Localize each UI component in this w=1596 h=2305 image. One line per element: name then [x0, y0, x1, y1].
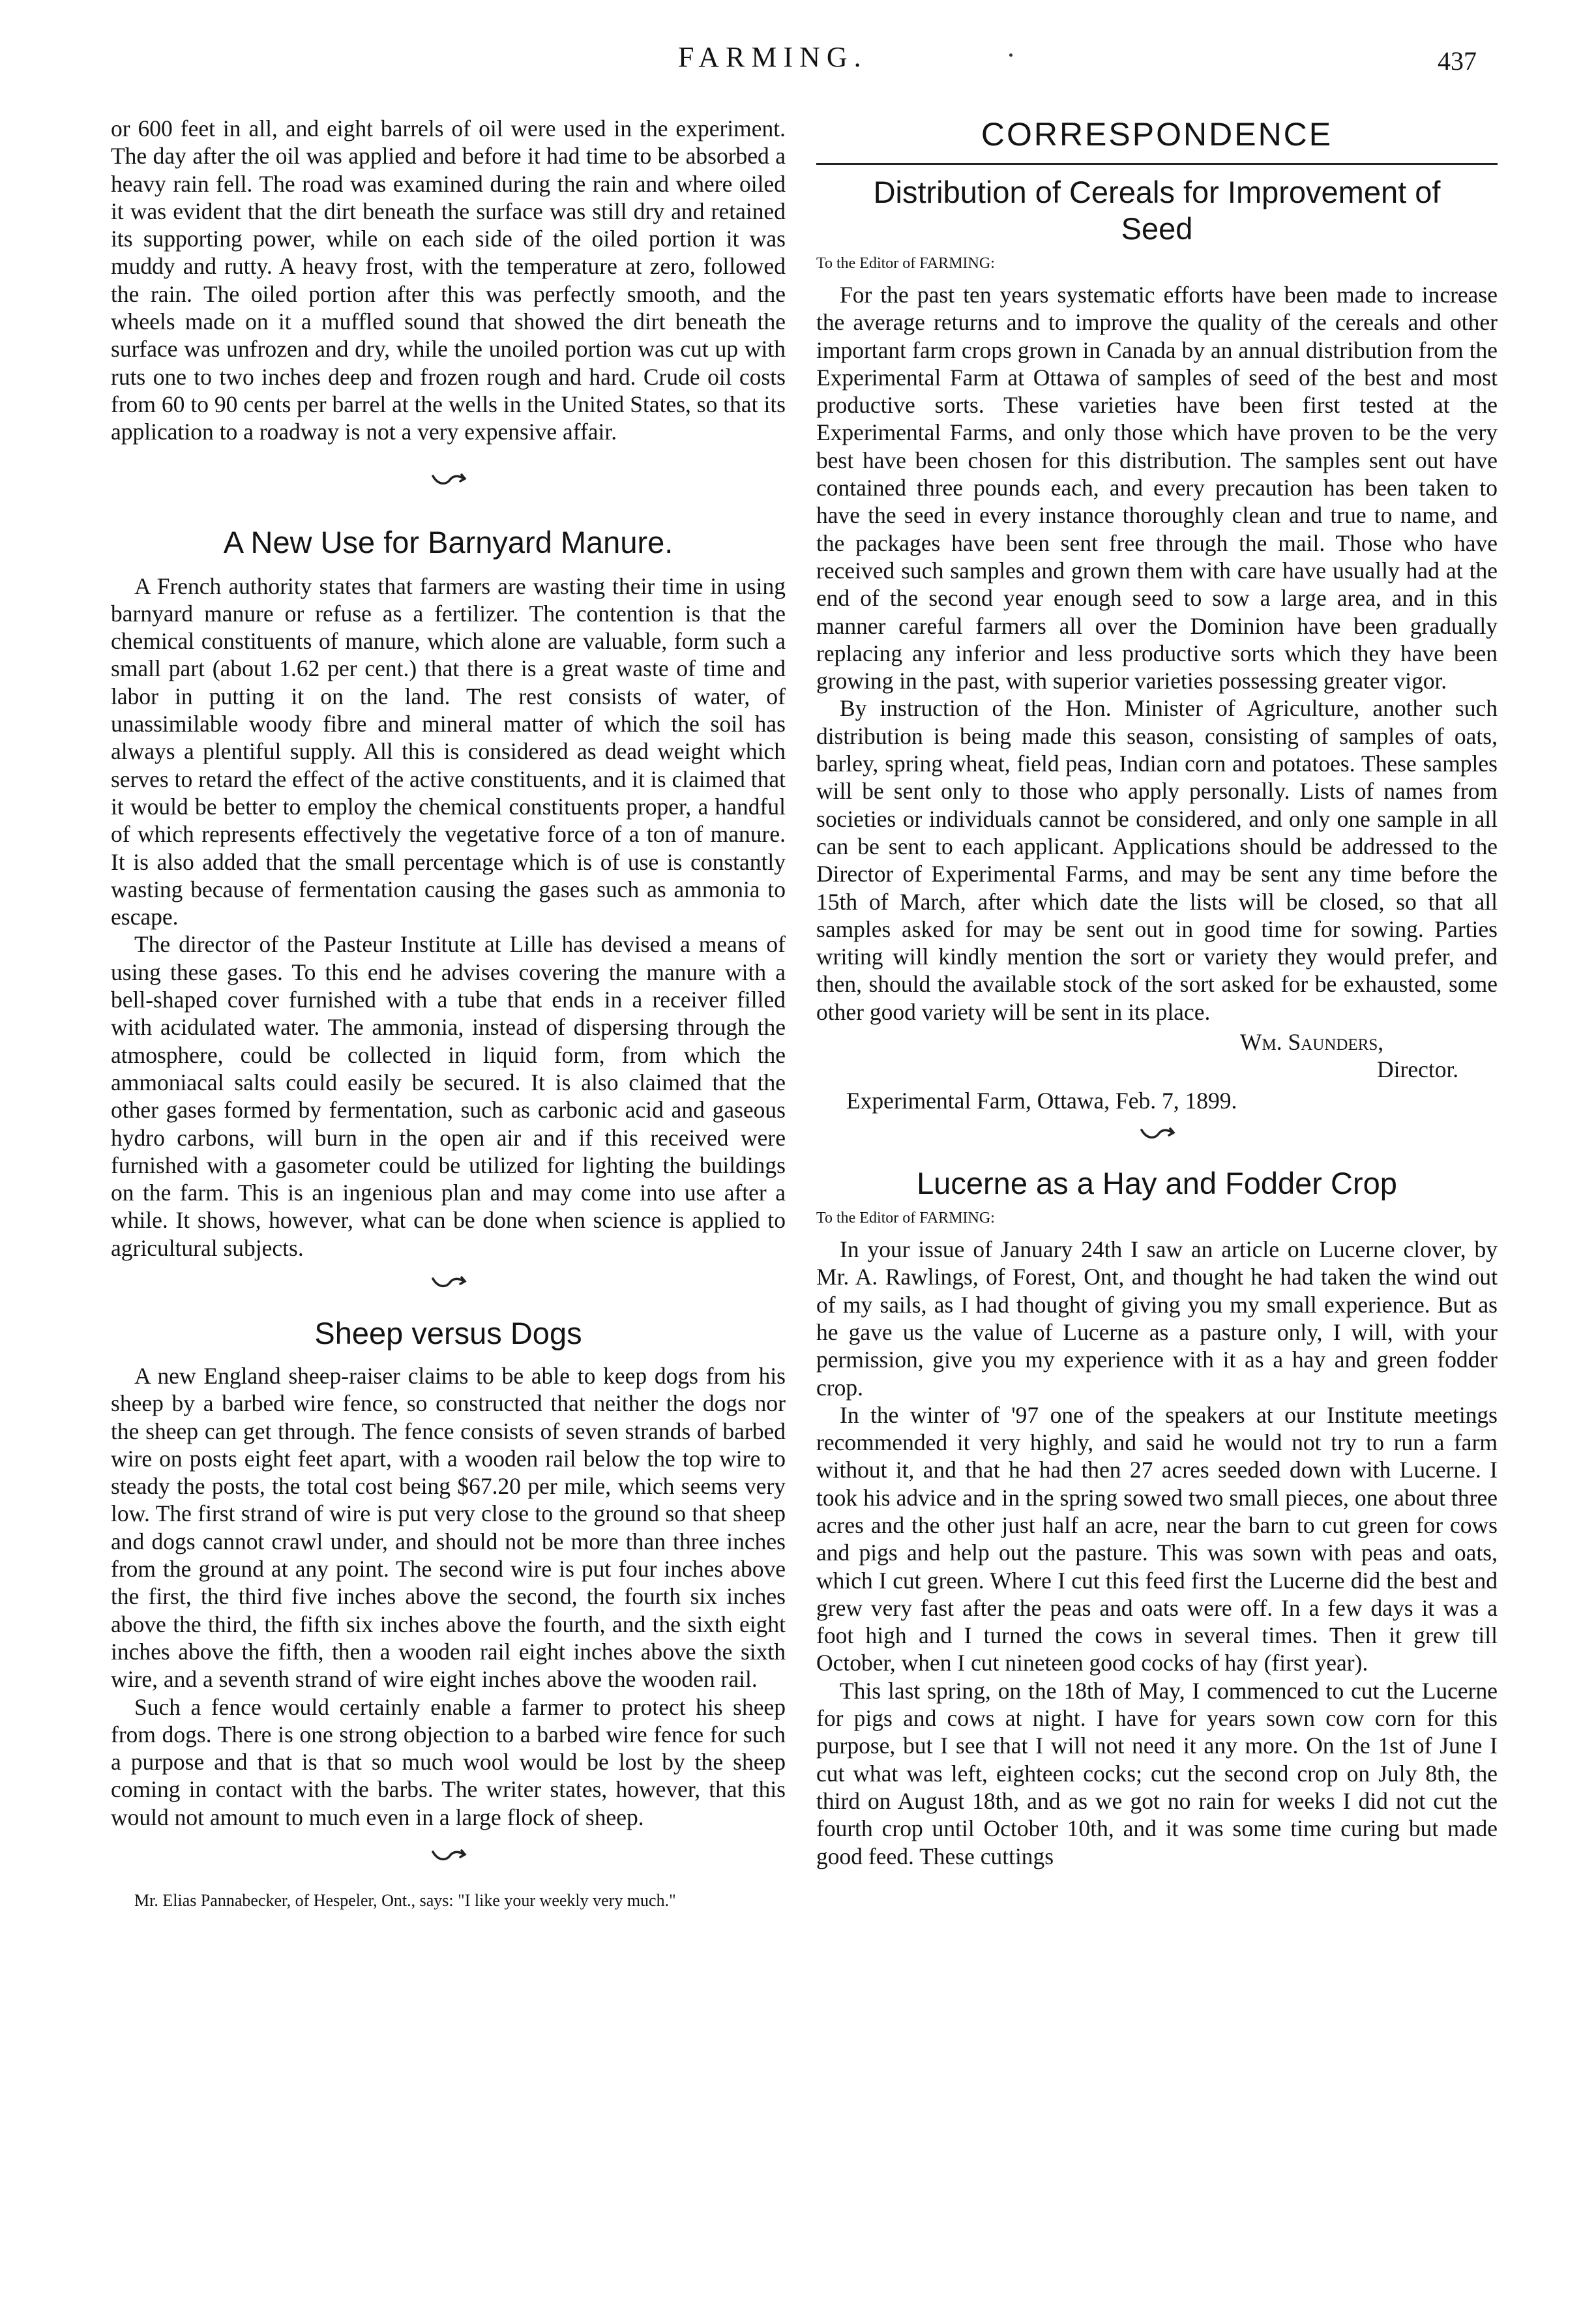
- page-number: 437: [1438, 46, 1477, 76]
- stray-dot: [1009, 53, 1012, 57]
- article-paragraph: A French authority states that farmers are wasting their time in using barnyard manure or refuse as a fertilizer. The contention is that the chemical constituents of manure, which alone are valuable, form such a small part (about 1.62 per cent.) that there is a great waste of time and labor in putting it on the land. The rest consists of water, of unassimilable woody fibre and mineral matter of which the soil has always a plentiful supply. All this is considered as dead weight which serves to retard the effect of the active constituents, and it is claimed that it would be better to employ the chemical constituents proper, a handful of which represents effectively the vegetative force of a ton of manure. It is also added that the small percentage which is of use is constantly wasting because of fermentation causing the gases such as ammonia to escape.: [111, 573, 786, 930]
- ornament-divider: [111, 471, 786, 510]
- ornament-divider: [111, 1847, 786, 1886]
- running-head: [0, 40, 1596, 86]
- letter-paragraph: In the winter of '97 one of the speakers at our Institute meetings recommended it very highly, and said he would not try to run a farm without it, and that he had then 27 acres seeded down with Lucerne. I took his advice and in the spring sowed two small pieces, one about three acres and the other just half an acre, near the barn to cut green for cows and pigs and help out the pasture. This was sown with peas and oats, which I cut green. Where I cut this feed first the Lucerne did the best and grew very fast after the peas and oats were off. In a few days it was a foot high and I turned the cows in several times. Then it grew till October, when I cut nineteen good cocks of hay (first year).: [816, 1401, 1498, 1676]
- article-paragraph: The director of the Pasteur Institute at Lille has devised a means of using these gases. To this end he advises covering the manure with a bell-shaped cover furnished with a tube that ends in a receiver filled with acidulated water. The ammonia, instead of dispersing through the atmosphere, could be collected in liquid form, from which the ammoniacal salts could easily be secured. It is also claimed that the other gases formed by fermentation, such as carbonic acid and gaseous hydro carbons, will burn in the open air and if this received were furnished with a gasometer could be utilized for lighting the buildings on the farm. This is an ingenious plan and may come into use after a while. It shows, however, what can be done when science is applied to agricultural subjects.: [111, 931, 786, 1261]
- article-paragraph: A new England sheep-raiser claims to be able to keep dogs from his sheep by a barbed wire fence, so constructed that neither the dogs nor the sheep can get through. The fence consists of seven strands of barbed wire on posts eight feet apart, with a wooden rail below the top wire to steady the posts, the total cost being $67.20 per mile, which seems very low. The first strand of wire is put very close to the ground so that sheep and dogs cannot crawl under, and should not be more than three inches from the ground at any point. The second wire is put four inches above the first, the third five inches above the second, the fourth six inches above the third, the fifth six inches above the fourth, and the sixth eight inches above the fifth, then a wooden rail eight inches above the sixth wire, and a seventh strand of wire eight inches above the wooden rail.: [111, 1362, 786, 1693]
- letter-paragraph: By instruction of the Hon. Minister of Agriculture, another such distribution is being made this season, consisting of samples of oats, barley, spring wheat, field peas, Indian corn and potatoes. These samples will be sent only to those who apply personally. Lists of names from societies or individuals cannot be considered, and only one sample in all can be sent to each applicant. Applications should be addressed to the Director of Experimental Farms, and may be sent any time before the 15th of March, after which date the lists will be closed, so that all samples asked for may be sent out in good time for sowing. Parties writing will kindly mention the sort or variety they would prefer, and then, should the available stock of the sort asked for be exhausted, some other good variety will be sent in its place.: [816, 695, 1498, 1025]
- continued-paragraph: or 600 feet in all, and eight barrels of oil were used in the experiment. The day after the oil was applied and before it had time to be absorbed a heavy rain fell. The road was examined during the rain and where oiled it was evident that the dirt beneath the surface was still dry and retained its supporting power, while on each side of the oiled portion it was muddy and rutty. A heavy frost, with the temperature at zero, followed the rain. The oiled portion after this was perfectly smooth, and the wheels made on it a muffled sound that showed the dirt beneath the surface was unfrozen and dry, while the unoiled portion was cut up with ruts one to two inches deep and frozen rough and hard. Crude oil costs from 60 to 90 cents per barrel at the wells in the United States, so that its application to a roadway is not a very expensive affair.: [111, 115, 786, 445]
- letter-paragraph: For the past ten years systematic efforts have been made to increase the average returns and to improve the quality of the cereals and other important farm crops grown in Canada by an annual distribution from the Experimental Farm at Ottawa of samples of seed of the best and most productive sorts. These varieties have been first tested at the Experimental Farms, and only those which have proven to be the very best have been chosen for this distribution. The samples sent out have contained three pounds each, and every precaution has been taken to have the seed in every instance thoroughly clean and true to name, and the packages have been sent free through the mail. Those who have received such samples and grown them with care have usually had at the end of the second year enough seed to sow a large area, and in this manner careful farmers all over the Dominion have been gradually replacing any inferior and less productive sorts which they have been growing in the past, with superior varieties possessing greater vigor.: [816, 282, 1498, 694]
- letter-paragraph: This last spring, on the 18th of May, I commenced to cut the Lucerne for pigs and cows at night. I have for years sown cow corn for this purpose, but I see that I will not need it any more. On the 1st of June I cut what was left, eighteen cocks; cut the second crop on July 8th, the third on August 18th, and as we got no rain for weeks I did not cut the fourth crop until October 10th, and it was some time curing but made good feed. These cuttings: [816, 1677, 1498, 1869]
- reader-note: Mr. Elias Pannabecker, of Hespeler, Ont., says: "I like your weekly very much.": [134, 1891, 676, 1911]
- letter-title: Lucerne as a Hay and Fodder Crop: [917, 1166, 1397, 1201]
- article-paragraph: Such a fence would certainly enable a farmer to protect his sheep from dogs. There is one strong objection to a barbed wire fence for such a purpose and that is that so much wool would be lost by the sheep coming in contact with the barbs. The writer states, however, that this would not amount to much even in a large flock of sheep.: [111, 1693, 786, 1830]
- letter-paragraph: In your issue of January 24th I saw an article on Lucerne clover, by Mr. A. Rawlings, of Forest, Ont, and thought he had taken the wind out of my sails, as I had thought of giving you my small experience. But as he gave us the value of Lucerne as a pasture only, I will, with your permission, give you my experience with it as a hay and green fodder crop.: [816, 1236, 1498, 1401]
- ornament-divider: [111, 1273, 786, 1313]
- flourish-icon: [429, 1273, 468, 1290]
- section-header: CORRESPONDENCE: [981, 116, 1333, 153]
- signature-block: [816, 1028, 1498, 1114]
- to-editor-line: To the Editor of FARMING:: [816, 1210, 995, 1227]
- left-column: [111, 115, 786, 1912]
- ornament-divider: [816, 1125, 1498, 1164]
- to-editor-line: To the Editor of FARMING:: [816, 255, 995, 272]
- signature-name: Wm. Saunders,: [1240, 1029, 1384, 1056]
- flourish-icon: [429, 1847, 468, 1864]
- section-rule: [816, 163, 1498, 165]
- flourish-icon: [429, 471, 468, 488]
- letter-title: Distribution of Cereals for Improvement of Seed: [873, 175, 1441, 246]
- flourish-icon: [1138, 1125, 1177, 1142]
- running-title: FARMING.: [678, 41, 868, 73]
- place-date: Experimental Farm, Ottawa, Feb. 7, 1899.: [846, 1088, 1237, 1114]
- right-column: [816, 115, 1498, 1870]
- article-title: A New Use for Barnyard Manure.: [223, 524, 673, 559]
- article-title: Sheep versus Dogs: [314, 1315, 582, 1350]
- signature-title: Director.: [1377, 1056, 1459, 1083]
